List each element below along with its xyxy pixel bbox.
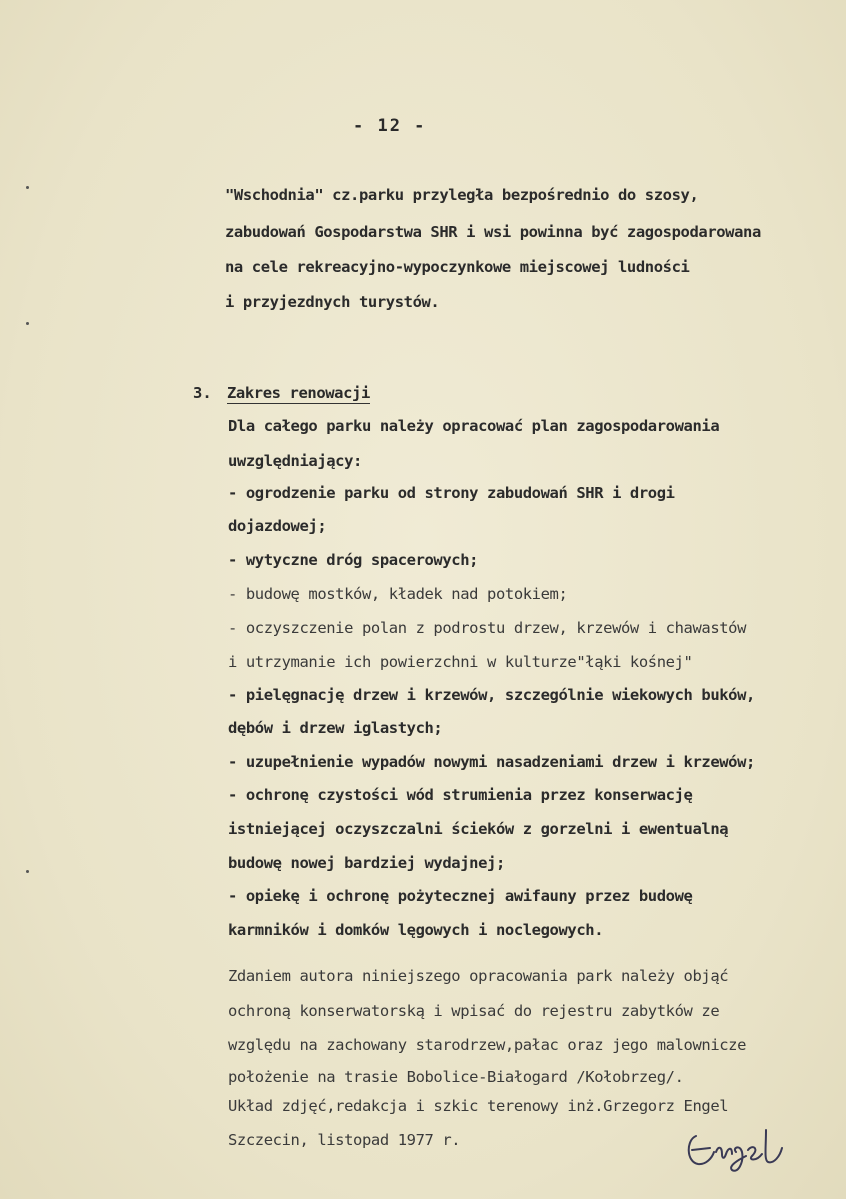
page-number: - 12 - [353, 116, 427, 136]
list-item-line: i utrzymanie ich powierzchni w kulturze"łąki kośnej" [228, 653, 693, 671]
margin-mark [26, 186, 29, 189]
signature [682, 1118, 802, 1178]
conclusion-line: względu na zachowany starodrzew,pałac oraz jego malownicze [228, 1036, 747, 1054]
list-item-line: - opiekę i ochronę pożytecznej awifauny przez budowę [228, 887, 693, 905]
list-item-line: - pielęgnację drzew i krzewów, szczególnie wiekowych buków, [228, 686, 755, 704]
section-lead-line: uwzględniający: [228, 452, 362, 470]
intro-line: i przyjezdnych turystów. [225, 293, 440, 311]
section-lead-line: Dla całego parku należy opracować plan zagospodarowania [228, 417, 720, 435]
intro-line: na cele rekreacyjno-wypoczynkowe miejscowej ludności [225, 258, 690, 276]
intro-line: "Wschodnia" cz.parku przyległa bezpośrednio do szosy, [225, 186, 699, 204]
list-item-line: budowę nowej bardziej wydajnej; [228, 854, 505, 872]
section-title: Zakres renowacji [227, 384, 370, 402]
intro-line: zabudowań Gospodarstwa SHR i wsi powinna być zagospodarowana [225, 223, 761, 241]
list-item-line: dojazdowej; [228, 517, 327, 535]
margin-mark [26, 322, 29, 325]
list-item-line: - ogrodzenie parku od strony zabudowań SHR i drogi [228, 484, 675, 502]
list-item-line: - oczyszczenie polan z podrostu drzew, krzewów i chawastów [228, 619, 747, 637]
list-item-line: dębów i drzew iglastych; [228, 719, 443, 737]
section-number: 3. [193, 384, 212, 402]
list-item-line: - uzupełnienie wypadów nowymi nasadzeniami drzew i krzewów; [228, 753, 755, 771]
list-item-line: karmników i domków lęgowych i noclegowych. [228, 921, 604, 939]
conclusion-line: Zdaniem autora niniejszego opracowania park należy objąć [228, 967, 729, 985]
conclusion-line: położenie na trasie Bobolice-Białogard /Kołobrzeg/. [228, 1068, 684, 1086]
list-item-line: istniejącej oczyszczalni ścieków z gorzelni i ewentualną [228, 820, 729, 838]
list-item-line: - budowę mostków, kładek nad potokiem; [228, 585, 568, 603]
list-item-line: - ochronę czystości wód strumienia przez konserwację [228, 786, 693, 804]
margin-mark [26, 870, 29, 873]
credits-line: Układ zdjęć,redakcja i szkic terenowy inż.Grzegorz Engel [228, 1097, 729, 1115]
place-date: Szczecin, listopad 1977 r. [228, 1131, 461, 1149]
list-item-line: - wytyczne dróg spacerowych; [228, 551, 479, 569]
conclusion-line: ochroną konserwatorską i wpisać do rejestru zabytków ze [228, 1002, 720, 1020]
